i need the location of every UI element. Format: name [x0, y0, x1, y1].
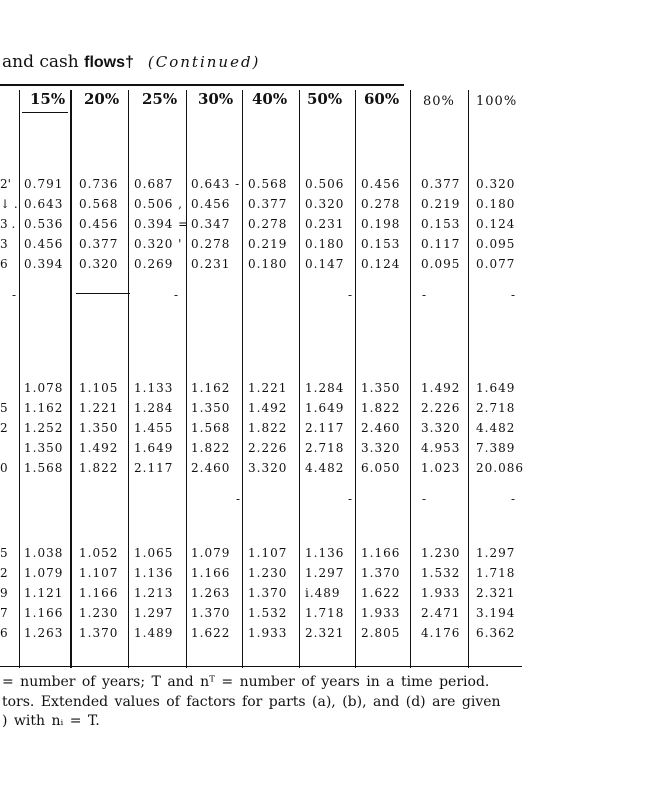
table-cell: 1.263	[24, 626, 64, 640]
table-cell: 0.077	[476, 257, 516, 271]
table-cell: 1.568	[191, 421, 231, 435]
column-divider	[128, 90, 129, 668]
table-cell: 0.231	[305, 217, 345, 231]
table-cell: 0.231	[191, 257, 231, 271]
table-cell: 0.506	[305, 177, 345, 191]
table-cell: 1.718	[305, 606, 345, 620]
table-cell: 4.953	[421, 441, 461, 455]
table-cell: 1.492	[248, 401, 288, 415]
column-header: 80%	[423, 94, 455, 109]
table-cell: 20.086	[476, 461, 524, 475]
table-cell: 1.230	[421, 546, 461, 560]
footnote-line-3: ) with nᵢ = T.	[2, 713, 100, 729]
table-cell: 1.263	[191, 586, 231, 600]
table-cell: 0.124	[361, 257, 401, 271]
table-cell: 0.124	[476, 217, 516, 231]
separator-dash: -	[422, 492, 427, 506]
table-cell: 1.252	[24, 421, 64, 435]
table-cell: 1.350	[361, 381, 401, 395]
separator-dash: -	[12, 288, 17, 302]
table-cell: 3.320	[248, 461, 288, 475]
table-cell: 1.052	[79, 546, 119, 560]
column-header: 100%	[476, 94, 518, 109]
table-cell: 1.568	[24, 461, 64, 475]
table-cell: 1.162	[24, 401, 64, 415]
table-cell: 1.065	[134, 546, 174, 560]
table-cell: 4.482	[305, 461, 345, 475]
table-cell: 0.791	[24, 177, 64, 191]
table-cell: 2.321	[305, 626, 345, 640]
table-cell: 1.078	[24, 381, 64, 395]
table-cell: 2.460	[361, 421, 401, 435]
table-cell: 2.718	[305, 441, 345, 455]
table-cell: 1.718	[476, 566, 516, 580]
table-cell: 0.269	[134, 257, 174, 271]
table-cell: 1.933	[361, 606, 401, 620]
table-cell: 1.489	[134, 626, 174, 640]
table-cell: 1.213	[134, 586, 174, 600]
table-cell: 1.649	[134, 441, 174, 455]
cropped-edge-digit: 6	[0, 257, 8, 271]
table-cell: 1.822	[79, 461, 119, 475]
table-cell: 1.136	[305, 546, 345, 560]
table-cell: 1.105	[79, 381, 119, 395]
table-cell: 1.107	[248, 546, 288, 560]
table-cell: 1.079	[191, 546, 231, 560]
table-cell: 4.176	[421, 626, 461, 640]
separator-dash: -	[236, 492, 241, 506]
table-cell: 1.370	[361, 566, 401, 580]
column-divider	[355, 90, 356, 668]
cropped-edge-digit: 2'	[0, 177, 11, 191]
column-header: 60%	[364, 90, 400, 108]
table-cell: 2.718	[476, 401, 516, 415]
table-cell: 0.219	[248, 237, 288, 251]
separator-dash: -	[348, 288, 353, 302]
table-cell: 1.649	[305, 401, 345, 415]
separator-dash: -	[511, 288, 516, 302]
column-divider	[19, 90, 20, 668]
table-cell: 2.226	[421, 401, 461, 415]
table-cell: 0.377	[421, 177, 461, 191]
cropped-edge-digit: 5	[0, 546, 8, 560]
cropped-edge-digit: 7	[0, 606, 8, 620]
table-cell: 2.805	[361, 626, 401, 640]
table-cell: 0.147	[305, 257, 345, 271]
table-cell: 2.460	[191, 461, 231, 475]
table-cell: 1.822	[248, 421, 288, 435]
title-bold-word: flows†	[84, 54, 134, 71]
bottom-rule	[0, 666, 522, 667]
separator-dash: -	[422, 288, 427, 302]
cropped-edge-digit: 9	[0, 586, 8, 600]
table-cell: 6.362	[476, 626, 516, 640]
column-header: 15%	[30, 90, 66, 108]
table-cell: 1.297	[134, 606, 174, 620]
table-cell: 0.394 =	[134, 217, 190, 231]
table-cell: 1.933	[421, 586, 461, 600]
table-cell: 0.180	[476, 197, 516, 211]
table-cell: 1.284	[305, 381, 345, 395]
table-cell: 1.297	[305, 566, 345, 580]
table-cell: 0.320	[305, 197, 345, 211]
table-cell: 0.320	[476, 177, 516, 191]
table-cell: 3.320	[361, 441, 401, 455]
table-cell: 0.180	[305, 237, 345, 251]
table-cell: 0.347	[191, 217, 231, 231]
table-cell: 1.284	[134, 401, 174, 415]
table-cell: 0.095	[421, 257, 461, 271]
title-prefix: and cash	[2, 52, 85, 72]
table-cell: 1.370	[79, 626, 119, 640]
cropped-edge-digit: 3 .	[0, 217, 16, 231]
top-rule	[0, 84, 404, 86]
table-cell: 1.350	[24, 441, 64, 455]
column-header: 25%	[142, 90, 178, 108]
table-cell: 1.133	[134, 381, 174, 395]
table-cell: 1.230	[248, 566, 288, 580]
table-cell: 4.482	[476, 421, 516, 435]
table-cell: 1.166	[361, 546, 401, 560]
table-cell: 0.320	[79, 257, 119, 271]
table-cell: 0.536	[24, 217, 64, 231]
table-cell: 1.166	[79, 586, 119, 600]
column-divider	[410, 90, 411, 668]
table-cell: 0.687	[134, 177, 174, 191]
cropped-edge-digit: ↓ .	[0, 197, 18, 211]
table-cell: 0.278	[361, 197, 401, 211]
table-cell: 0.377	[248, 197, 288, 211]
table-cell: 1.079	[24, 566, 64, 580]
table-cell: 0.219	[421, 197, 461, 211]
table-cell: 1.370	[248, 586, 288, 600]
table-cell: 1.350	[191, 401, 231, 415]
table-cell: 1.822	[361, 401, 401, 415]
table-cell: 1.166	[24, 606, 64, 620]
table-cell: 1.933	[248, 626, 288, 640]
table-cell: 0.456	[24, 237, 64, 251]
column-header: 40%	[252, 90, 288, 108]
column-header: 20%	[84, 90, 120, 108]
table-cell: 1.221	[248, 381, 288, 395]
footnote-line-1: = number of years; T and nᵀ = number of years in a time period.	[2, 674, 490, 690]
table-cell: 2.471	[421, 606, 461, 620]
table-cell: 0.153	[361, 237, 401, 251]
table-cell: 1.622	[191, 626, 231, 640]
table-cell: 1.822	[191, 441, 231, 455]
table-cell: 3.320	[421, 421, 461, 435]
table-cell: 0.568	[79, 197, 119, 211]
table-cell: 1.370	[191, 606, 231, 620]
table-cell: 1.023	[421, 461, 461, 475]
table-cell: 0.377	[79, 237, 119, 251]
cropped-edge-digit: 6	[0, 626, 8, 640]
table-cell: 0.456	[191, 197, 231, 211]
column-divider	[70, 90, 72, 668]
table-cell: 1.166	[191, 566, 231, 580]
footnote-line-2: tors. Extended values of factors for parts (a), (b), and (d) are given	[2, 694, 501, 710]
column-divider	[299, 90, 300, 668]
section-rule-1	[76, 293, 130, 294]
table-cell: 6.050	[361, 461, 401, 475]
table-cell: 0.278	[191, 237, 231, 251]
column-header: 30%	[198, 90, 234, 108]
table-cell: 0.198	[361, 217, 401, 231]
table-cell: 1.136	[134, 566, 174, 580]
table-cell: 0.456	[361, 177, 401, 191]
table-cell: 7.389	[476, 441, 516, 455]
table-cell: 1.532	[421, 566, 461, 580]
table-cell: 0.506 ,	[134, 197, 183, 211]
table-cell: 2.117	[134, 461, 174, 475]
column-header: 50%	[307, 90, 343, 108]
table-cell: 1.622	[361, 586, 401, 600]
cropped-edge-digit: 2	[0, 421, 8, 435]
table-cell: 0.736	[79, 177, 119, 191]
table-cell: 0.095	[476, 237, 516, 251]
table-cell: 0.456	[79, 217, 119, 231]
table-cell: 3.194	[476, 606, 516, 620]
table-cell: 1.121	[24, 586, 64, 600]
table-cell: 0.180	[248, 257, 288, 271]
separator-dash: -	[174, 288, 179, 302]
title-continued: (Continued)	[147, 53, 261, 71]
table-cell: 0.394	[24, 257, 64, 271]
table-cell: 1.455	[134, 421, 174, 435]
cropped-edge-digit: 5	[0, 401, 8, 415]
cropped-edge-digit: 0	[0, 461, 8, 475]
table-cell: 1.162	[191, 381, 231, 395]
table-cell: 0.153	[421, 217, 461, 231]
table-cell: 0.117	[421, 237, 461, 251]
table-cell: 2.226	[248, 441, 288, 455]
separator-dash: -	[511, 492, 516, 506]
column-divider	[242, 90, 243, 668]
table-cell: 1.297	[476, 546, 516, 560]
table-cell: 1.649	[476, 381, 516, 395]
cropped-edge-digit: 3	[0, 237, 8, 251]
table-cell: 2.321	[476, 586, 516, 600]
separator-dash: -	[348, 492, 353, 506]
table-cell: 1.230	[79, 606, 119, 620]
table-cell: 0.568	[248, 177, 288, 191]
table-cell: 0.278	[248, 217, 288, 231]
table-cell: 0.643 -	[191, 177, 241, 191]
table-title	[2, 52, 260, 72]
table-cell: 1.107	[79, 566, 119, 580]
table-cell: i.489	[305, 586, 341, 600]
table-cell: 1.038	[24, 546, 64, 560]
table-cell: 1.350	[79, 421, 119, 435]
cropped-edge-digit: 2	[0, 566, 8, 580]
table-cell: 2.117	[305, 421, 345, 435]
table-cell: 0.320 '	[134, 237, 183, 251]
table-cell: 1.532	[248, 606, 288, 620]
table-cell: 1.492	[79, 441, 119, 455]
column-divider	[468, 90, 469, 668]
header-underline-15	[22, 112, 68, 113]
table-cell: 1.221	[79, 401, 119, 415]
table-cell: 1.492	[421, 381, 461, 395]
column-divider	[186, 90, 187, 668]
table-cell: 0.643	[24, 197, 64, 211]
